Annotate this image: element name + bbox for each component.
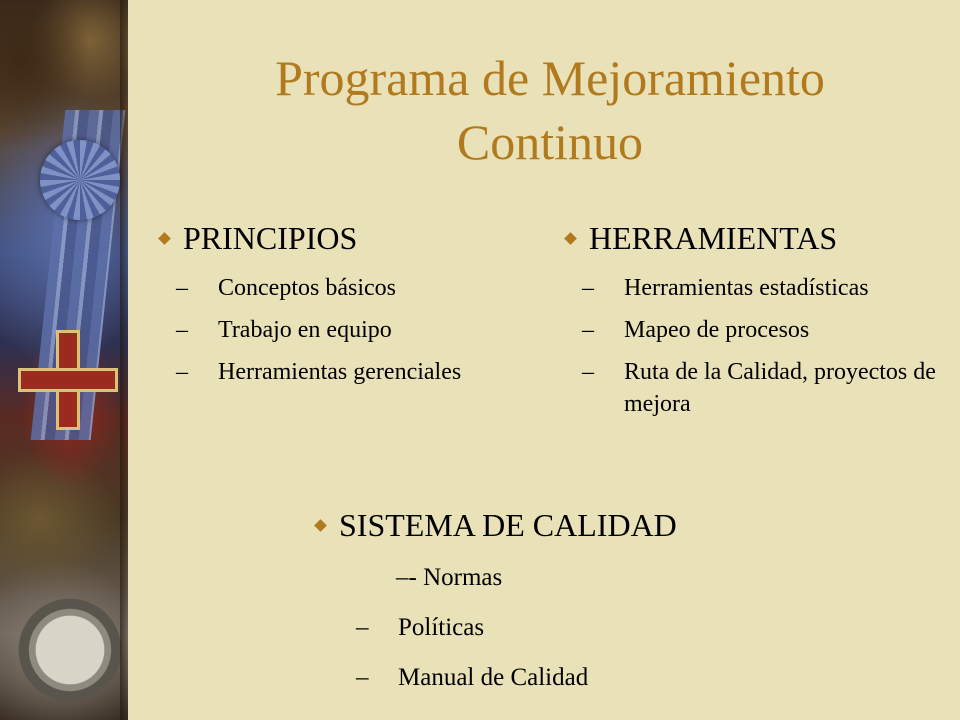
herramientas-heading-text: HERRAMIENTAS	[589, 220, 838, 256]
title-line-1: Programa de Mejoramiento	[275, 50, 825, 106]
list-item: – Herramientas gerenciales	[176, 356, 500, 388]
principios-column	[160, 218, 500, 398]
list-item: – Ruta de la Calidad, proyectos de mejora	[582, 356, 946, 420]
sistema-calidad-heading	[316, 505, 876, 545]
list-item: –- Normas	[396, 564, 503, 591]
sistema-calidad-heading-text: SISTEMA DE CALIDAD	[339, 507, 677, 543]
principios-heading	[160, 218, 500, 258]
sistema-calidad-section	[316, 505, 876, 711]
list-item: – Herramientas estadísticas	[582, 272, 946, 304]
photo-strip-edge	[120, 0, 128, 720]
list-item: – Políticas	[356, 611, 876, 645]
compass-image	[10, 590, 128, 710]
principios-heading-text: PRINCIPIOS	[183, 220, 358, 256]
slide-title	[140, 46, 960, 174]
diamond-bullet-icon	[564, 232, 577, 245]
principios-list	[160, 272, 500, 388]
title-line-2: Continuo	[456, 114, 644, 170]
list-item: – Manual de Calidad	[356, 661, 876, 695]
diamond-bullet-icon	[314, 519, 327, 532]
herramientas-list	[566, 272, 946, 420]
decorative-photo-strip	[0, 0, 128, 720]
medal-rosette-image	[40, 140, 120, 220]
herramientas-heading	[566, 218, 946, 258]
list-item: – Mapeo de procesos	[582, 314, 946, 346]
herramientas-column	[566, 218, 946, 430]
list-item: – Trabajo en equipo	[176, 314, 500, 346]
sistema-calidad-list	[316, 561, 876, 695]
diamond-bullet-icon	[158, 232, 171, 245]
medal-cross-image	[18, 330, 118, 430]
list-item: – Conceptos básicos	[176, 272, 500, 304]
